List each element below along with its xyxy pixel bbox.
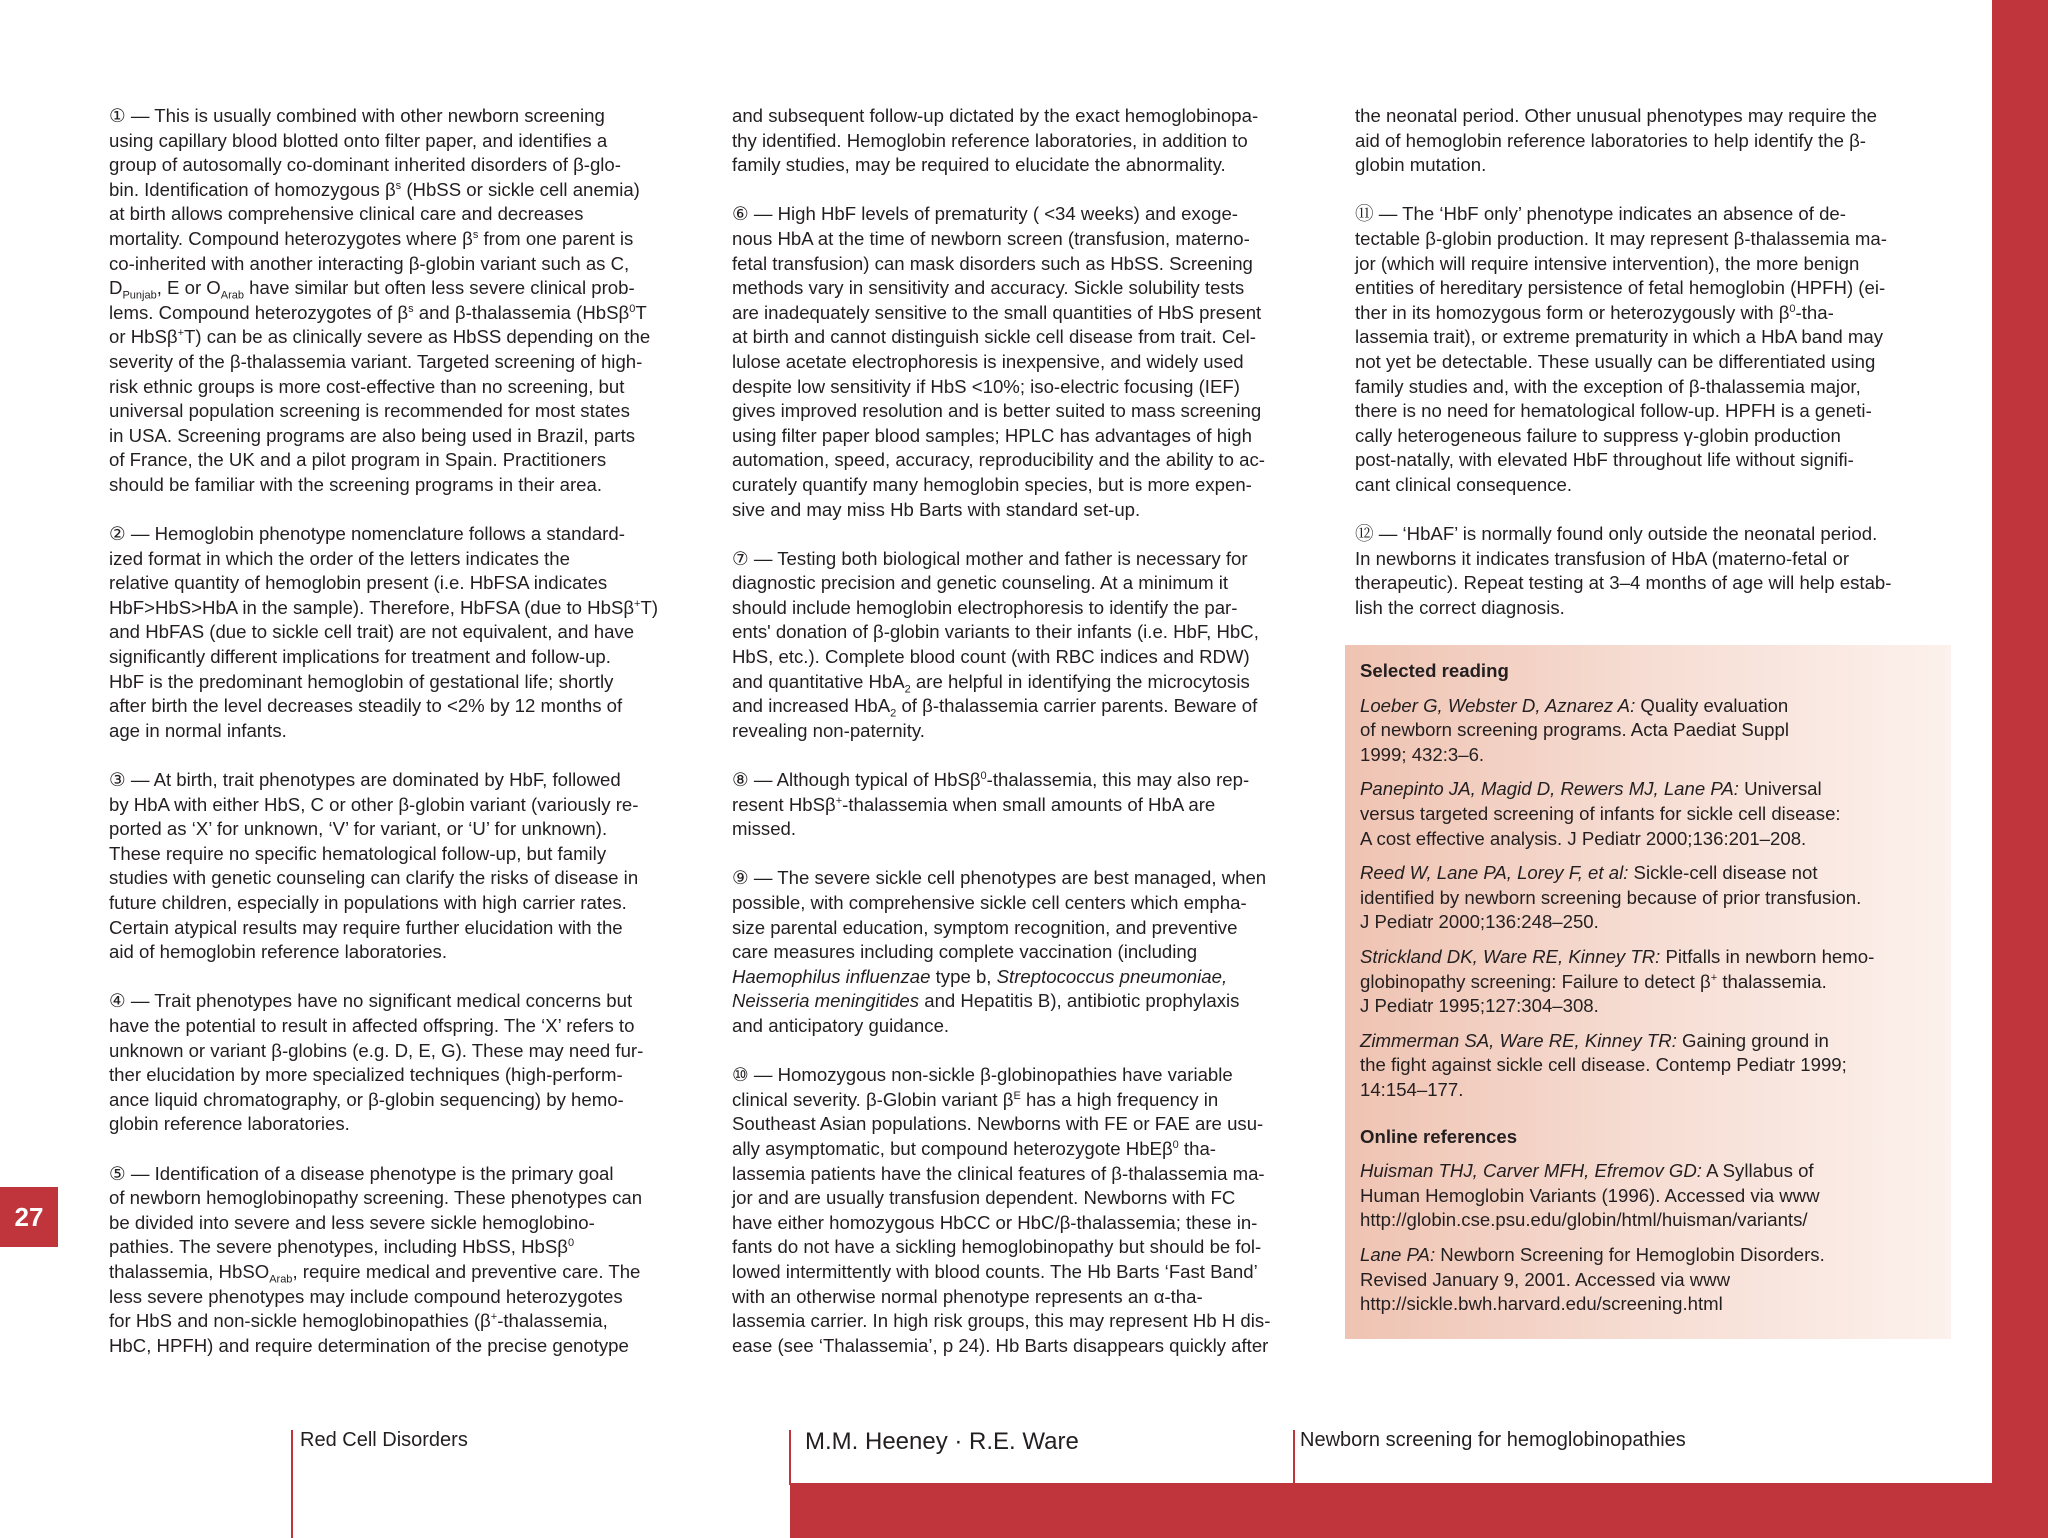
reference-text: Gaining ground in the fight against sickle cell disease. Contemp Pediatr 1999; 14:154–177. — [1360, 1029, 1847, 1100]
footer-authors: M.M. Heeney · R.E. Ware — [805, 1428, 1079, 1455]
reference-authors: Zimmerman SA, Ware RE, Kinney TR: — [1360, 1029, 1677, 1051]
reference-item — [1360, 1159, 1936, 1233]
col2-paragraph: ⑥ — High HbF levels of prematurity ( <34 weeks) and exoge- nous HbA at the time of newborn screen (transfusion, materno- fetal transfusion) can mask disorders such as HbSS. Screening methods vary in sensitivity and accuracy. Sickle solubility tests are inadequately sensitive to the small quantities of HbS present at birth and cannot distinguish sickle cell disease from trait. Cel- lulose acetate electrophoresis is inexpensive, and widely used despite low sensitivity if HbS <10%; iso-electric focusing (IEF) gives improved resolution and is better suited to mass screening using filter paper blood samples; HPLC has advantages of high automation, speed, accuracy, reproducibility and the ability to ac- curately quantify many hemoglobin species, but is more expen- sive and may miss Hb Barts with standard set-up. — [732, 203, 1265, 520]
selected-reading-heading: Selected reading — [1360, 660, 1509, 682]
col2-paragraph: and subsequent follow-up dictated by the exact hemoglobinopa- thy identified. Hemoglobin reference laboratories, in addition to family studies, may be required to elucidate the abnormality. — [732, 105, 1259, 176]
reference-item — [1360, 1029, 1936, 1103]
online-references-heading: Online references — [1360, 1125, 1518, 1147]
online-references-list — [1360, 1159, 1936, 1317]
col1-paragraph: ① — This is usually combined with other newborn screening using capillary blood blotted onto filter paper, and identifies a group of autosomally co-dominant inherited disorders of β-glo- bin. Identification of homozygous $\beta^s$ (HbSS or sickle cell anemia) at birth allows comprehensive clinical care and decreases mortality. Compound heterozygotes where $\beta^s$ from one parent is co-inherited with another interacting β-globin variant such as C, $D_{Punjab}$, E or $O_{Arab}$ have similar but often less severe clinical prob- lems. Compound heterozygotes of $\beta^s$ and β-thalassemia (HbSβ$^0$T or HbSβ+T) can be as clinically severe as HbSS depending on the severity of the β-thalassemia variant. Targeted screening of high- risk ethnic groups is more cost-effective than no screening, but universal population screening is recommended for most states in USA. Screening programs are also being used in Brazil, parts of France, the UK and a pilot program in Spain. Practitioners should be familiar with the screening programs in their area. — [109, 105, 651, 495]
reference-item — [1360, 1243, 1936, 1317]
col2-paragraph: ⑧ — Although typical of HbSβ$^0$-thalassemia, this may also rep- resent HbSβ+-thalassemia when small amounts of HbA are missed. — [732, 769, 1250, 840]
col1-paragraph: ② — Hemoglobin phenotype nomenclature follows a standard- ized format in which the order of the letters indicates the relative quantity of hemoglobin present (i.e. HbFSA indicates HbF>HbS>HbA in the sample). Therefore, HbFSA (due to HbSβ+T) and HbFAS (due to sickle cell trait) are not equivalent, and have significantly different implications for treatment and follow-up. HbF is the predominant hemoglobin of gestational life; shortly after birth the level decreases steadily to <2% by 12 months of age in normal infants. — [109, 523, 659, 741]
column-3 — [1355, 104, 1951, 1339]
col3-paragraph: ⑫ — ‘HbAF’ is normally found only outside the neonatal period. In newborns it indicates transfusion of HbA (materno-fetal or therapeutic). Repeat testing at 3–4 months of age will help estab- lish the correct diagnosis. — [1355, 523, 1892, 618]
col3-paragraph: the neonatal period. Other unusual phenotypes may require the aid of hemoglobin reference laboratories to help identify the β- globin mutation. — [1355, 105, 1878, 176]
reference-text: A Syllabus of Human Hemoglobin Variants (1996). Accessed via www http://globin.cse.psu.edu/globin/html/huisman/variants/ — [1360, 1160, 1820, 1231]
footer-divider-right — [1293, 1430, 1295, 1483]
col2-paragraph: ⑨ — The severe sickle cell phenotypes are best managed, when possible, with comprehensive sickle cell centers which empha- size parental education, symptom recognition, and preventive care measures including complete vaccination (including Haemophilus influenzae type b, Streptococcus pneumoniae, Neisseria meningitides and Hepatitis B), antibiotic prophylaxis and anticipatory guidance. — [732, 867, 1267, 1036]
col2-paragraph: ⑦ — Testing both biological mother and father is necessary for diagnostic precision and genetic counseling. At a minimum it should include hemoglobin electrophoresis to identify the par- ents' donation of β-globin variants to their infants (i.e. HbF, HbC, HbS, etc.). Complete blood count (with RBC indices and RDW) and quantitative HbA$_2$ are helpful in identifying the microcytosis and increased HbA$_2$ of β-thalassemia carrier parents. Beware of revealing non-paternity. — [732, 547, 1259, 741]
col1-paragraph: ③ — At birth, trait phenotypes are dominated by HbF, followed by HbA with either HbS, C or other β-globin variant (variously re- ported as ‘X’ for unknown, ‘V’ for variant, or ‘U’ for unknown). These require no specific hematological follow-up, but family studies with genetic counseling can clarify the risks of disease in future children, especially in populations with high carrier rates. Certain atypical results may require further elucidation with the aid of hemoglobin reference laboratories. — [109, 769, 639, 963]
reference-authors: Lane PA: — [1360, 1243, 1436, 1265]
col1-paragraph: ④ — Trait phenotypes have no significant medical concerns but have the potential to result in affected offspring. The ‘X’ refers to unknown or variant β-globins (e.g. D, E, G). These may need fur- ther elucidation by more specialized techniques (high-perform- ance liquid chromatography, or β-globin sequencing) by hemo- globin reference laboratories. — [109, 990, 644, 1135]
column-1 — [109, 104, 699, 1383]
reference-text: Newborn Screening for Hemoglobin Disorders. Revised January 9, 2001. Accessed via www http://sickle.bwh.harvard.edu/screening.html — [1360, 1243, 1825, 1315]
reference-text: Pitfalls in newborn hemo- globinopathy screening: Failure to detect β+ thalassemia. J Pediatr 1995;127:304–308. — [1360, 946, 1875, 1017]
reference-item — [1360, 945, 1936, 1019]
selected-reading-list — [1360, 694, 1936, 1103]
reference-authors: Loeber G, Webster D, Aznarez A: — [1360, 694, 1636, 716]
footer-divider-center — [789, 1430, 791, 1485]
footer-section-title: Red Cell Disorders — [300, 1429, 468, 1451]
references-box — [1345, 645, 1951, 1339]
footer-divider-left — [291, 1430, 293, 1538]
reference-item — [1360, 694, 1936, 768]
col3-paragraph: ⑪ — The ‘HbF only’ phenotype indicates an absence of de- tectable β-globin production. It may represent β-thalassemia ma- jor (which will require intensive intervention), the more benign entities of hereditary persistence of fetal hemoglobin (HPFH) (ei- ther in its homozygous form or heterozygously with $\beta^0-tha-$ lassemia trait), or extreme prematurity in which a HbA band may not yet be detectable. These usually can be differentiated using family studies and, with the exception of β-thalassemia major, there is no need for hematological follow-up. HPFH is a geneti- cally heterogeneous failure to suppress γ-globin production post-natally, with elevated HbF throughout life without signifi- cant clinical consequence. — [1355, 203, 1887, 495]
column-2 — [732, 104, 1322, 1383]
reference-authors: Strickland DK, Ware RE, Kinney TR: — [1360, 946, 1661, 967]
reference-text: Quality evaluation of newborn screening programs. Acta Paediat Suppl 1999; 432:3–6. — [1360, 694, 1789, 765]
footer-bar — [790, 1483, 2048, 1538]
reference-authors: Panepinto JA, Magid D, Rewers MJ, Lane PA: — [1360, 778, 1739, 800]
reference-item — [1360, 861, 1936, 935]
footer-chapter-title: Newborn screening for hemoglobinopathies — [1300, 1429, 1686, 1451]
page-number: 27 — [0, 1187, 58, 1247]
col1-paragraph: ⑤ — Identification of a disease phenotype is the primary goal of newborn hemoglobinopathy screening. These phenotypes can be divided into severe and less severe sickle hemoglobino- pathies. The severe phenotypes, including HbSS, HbSβ$^0$ thalassemia, HbSO$_{Arab}$, require medical and preventive care. The less severe phenotypes may include compound heterozygotes for HbS and non-sickle hemoglobinopathies (β+-thalassemia, HbC, HPFH) and require determination of the precise genotype — [109, 1162, 643, 1356]
col2-paragraph: ⑩ — Homozygous non-sickle β-globinopathies have variable clinical severity. β-Globin variant $\beta^E$ has a high frequency in Southeast Asian populations. Newborns with FE or FAE are usu- ally asymptomatic, but compound heterozygote HbEβ$^0$ tha- lassemia patients have the clinical features of β-thalassemia ma- jor and are usually transfusion dependent. Newborns with FC have either homozygous HbCC or HbC/β-thalassemia; these in- fants do not have a sickling hemoglobinopathy but should be fol- lowed intermittently with blood counts. The Hb Barts ‘Fast Band’ with an otherwise normal phenotype represents an α-tha- lassemia carrier. In high risk groups, this may represent Hb H dis- ease (see ‘Thalassemia’, p 24). Hb Barts disappears quickly after — [732, 1064, 1271, 1356]
reference-text: Sickle-cell disease not identified by newborn screening because of prior transfusion. J Pediatr 2000;136:248–250. — [1360, 862, 1862, 933]
reference-text: Universal versus targeted screening of infants for sickle cell disease: A cost effective analysis. J Pediatr 2000;136:201–208. — [1360, 778, 1841, 849]
reference-authors: Huisman THJ, Carver MFH, Efremov GD: — [1360, 1160, 1702, 1182]
right-edge-bar — [1992, 0, 2048, 1538]
reference-authors: Reed W, Lane PA, Lorey F, et al: — [1360, 862, 1629, 884]
reference-item — [1360, 777, 1936, 851]
column-3-notes — [1355, 104, 1951, 620]
